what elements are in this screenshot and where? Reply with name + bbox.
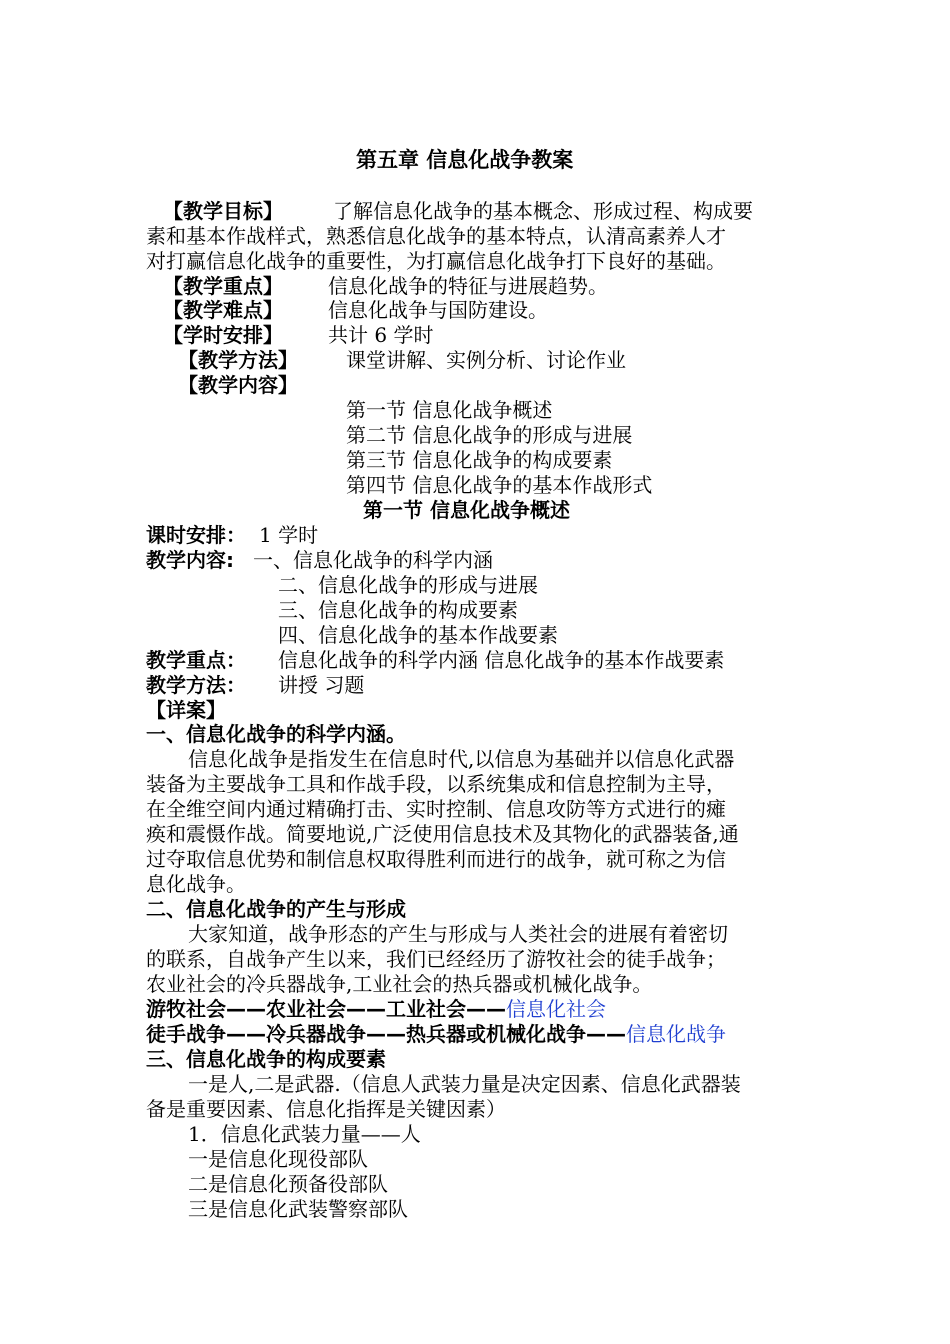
- hours-label: 【学时安排】: [163, 323, 283, 347]
- s1-content-item: 三、信息化战争的构成要素: [278, 598, 518, 622]
- detail-paragraph-line: 备是重要因素、信息化指挥是关键因素）: [146, 1097, 506, 1121]
- key-label: 【教学重点】: [163, 274, 283, 298]
- society-chain-text: 游牧社会——农业社会——工业社会——: [146, 997, 506, 1021]
- detail-paragraph-line: 的联系，自战争产生以来，我们已经经历了游牧社会的徒手战争；: [146, 947, 726, 971]
- detail-list-item: 三是信息化武装警察部队: [188, 1197, 408, 1221]
- detail-paragraph-line: 装备为主要战争工具和作战手段，以系统集成和信息控制为主导，: [146, 772, 726, 796]
- detail-paragraph-line: 痪和震慑作战。简要地说,广泛使用信息技术及其物化的武器装备,通: [146, 822, 739, 846]
- hours-text: 共计 6 学时: [328, 323, 434, 347]
- detail-paragraph-line: 过夺取信息优势和制信息权取得胜利而进行的战争，就可称之为信: [146, 847, 726, 871]
- s1-content-item: 一、信息化战争的科学内涵: [253, 548, 493, 572]
- war-chain: [146, 1022, 726, 1047]
- s1-content-item: 四、信息化战争的基本作战要素: [278, 623, 558, 647]
- war-chain-text: 徒手战争——冷兵器战争——热兵器或机械化战争——: [146, 1022, 626, 1046]
- detail-paragraph-line: 大家知道，战争形态的产生与形成与人类社会的进展有着密切: [188, 922, 728, 946]
- s1-hours-label: 课时安排：: [146, 523, 246, 547]
- society-chain-highlight: 信息化社会: [506, 997, 606, 1021]
- detail-paragraph-line: 信息化战争是指发生在信息时代,以信息为基础并以信息化武器: [188, 747, 735, 771]
- detail-label: 【详案】: [146, 698, 226, 722]
- detail-paragraph-line: 一是人,二是武器.（信息人武装力量是决定因素、信息化武器装: [188, 1072, 741, 1096]
- s1-hours-text: 1 学时: [259, 523, 319, 547]
- content-label: 【教学内容】: [178, 373, 298, 397]
- detail-paragraph-line: 在全维空间内通过精确打击、实时控制、信息攻防等方式进行的瘫: [146, 797, 726, 821]
- s1-content-item: 二、信息化战争的形成与进展: [278, 573, 538, 597]
- section-list-item: 第一节 信息化战争概述: [346, 398, 553, 422]
- s1-key-label: 教学重点：: [146, 648, 246, 672]
- goal-label: 【教学目标】: [163, 199, 283, 223]
- section1-heading: 第一节 信息化战争概述: [363, 498, 570, 522]
- detail-heading-3: 三、信息化战争的构成要素: [146, 1047, 386, 1071]
- s1-method-label: 教学方法：: [146, 673, 246, 697]
- society-chain: [146, 997, 606, 1022]
- document-title: 第五章 信息化战争教案: [356, 148, 574, 172]
- difficulty-label: 【教学难点】: [163, 298, 283, 322]
- detail-subheading: 1．信息化武装力量——人: [188, 1122, 421, 1146]
- detail-list-item: 一是信息化现役部队: [188, 1147, 368, 1171]
- key-text: 信息化战争的特征与进展趋势。: [328, 274, 608, 298]
- method-text: 课堂讲解、实例分析、讨论作业: [346, 348, 626, 372]
- difficulty-text: 信息化战争与国防建设。: [328, 298, 548, 322]
- detail-list-item: 二是信息化预备役部队: [188, 1172, 388, 1196]
- section-list-item: 第三节 信息化战争的构成要素: [346, 448, 613, 472]
- detail-heading-1: 一、信息化战争的科学内涵。: [146, 722, 406, 746]
- detail-paragraph-line: 息化战争。: [146, 872, 246, 896]
- section-list-item: 第二节 信息化战争的形成与进展: [346, 423, 633, 447]
- goal-text-1: 了解信息化战争的基本概念、形成过程、构成要: [333, 199, 753, 223]
- s1-content-label: 教学内容:: [146, 548, 234, 572]
- s1-key-text: 信息化战争的科学内涵 信息化战争的基本作战要素: [278, 648, 725, 672]
- detail-paragraph-line: 农业社会的冷兵器战争,工业社会的热兵器或机械化战争。: [146, 972, 653, 996]
- section-list-item: 第四节 信息化战争的基本作战形式: [346, 473, 653, 497]
- s1-method-text: 讲授 习题: [278, 673, 365, 697]
- goal-text-3: 对打赢信息化战争的重要性，为打赢信息化战争打下良好的基础。: [146, 249, 726, 273]
- war-chain-highlight: 信息化战争: [626, 1022, 726, 1046]
- goal-text-2: 素和基本作战样式，熟悉信息化战争的基本特点，认清高素养人才: [146, 224, 726, 248]
- detail-heading-2: 二、信息化战争的产生与形成: [146, 897, 406, 921]
- method-label: 【教学方法】: [178, 348, 298, 372]
